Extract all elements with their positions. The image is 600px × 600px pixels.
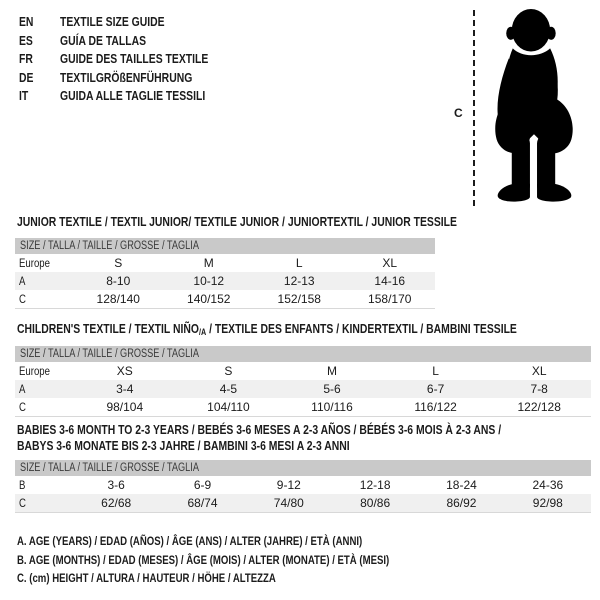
size-header-row: [15, 460, 591, 476]
size-cell: 92/98: [505, 494, 591, 512]
size-header-label: SIZE / TALLA / TAILLE / GRÖSSE / TAGLIA: [20, 462, 199, 474]
size-header-label: SIZE / TALLA / TAILLE / GRÖSSE / TAGLIA: [20, 348, 199, 360]
guide-title-es: GUÍA DE TALLAS: [60, 32, 147, 48]
language-code: FR: [19, 51, 33, 66]
size-cell: 140/152: [187, 291, 231, 306]
table-row: [15, 380, 591, 398]
size-cell: 122/128: [517, 399, 561, 414]
size-cell: 12-18: [359, 478, 391, 492]
row-label: A: [19, 382, 26, 396]
size-cell: 24-36: [532, 478, 564, 492]
guide-title-it: GUIDA ALLE TAGLIE TESSILI: [60, 88, 206, 103]
language-code: DE: [19, 69, 34, 85]
size-cell: 10-12: [164, 272, 255, 290]
children-table-title: [17, 321, 600, 337]
size-header-row: [15, 346, 591, 362]
guide-title-en: TEXTILE SIZE GUIDE: [60, 14, 165, 29]
junior-table-title: [17, 214, 567, 229]
size-header-row: [15, 238, 435, 254]
size-cell: 158/170: [368, 291, 412, 306]
size-cell: XL: [531, 364, 547, 378]
table-row: [15, 290, 435, 308]
size-cell: 152/158: [277, 291, 321, 306]
size-cell: 14-16: [345, 272, 436, 290]
babies-table-title-line2: BABYS 3-6 MONATE BIS 2-3 JAHRE / BAMBINI 3-6 MESI A 2-3 ANNI: [17, 437, 350, 453]
size-cell: XL: [382, 256, 398, 270]
size-cell: 3-6: [107, 478, 125, 492]
size-cell: 8-10: [73, 272, 164, 290]
footnotes: [17, 532, 482, 588]
size-cell: 5-6: [280, 380, 384, 398]
size-cell: 98/104: [106, 399, 144, 414]
size-cell: 18-24: [446, 478, 477, 492]
table-row: [15, 254, 435, 272]
junior-table-title-text: JUNIOR TEXTILE / TEXTIL JUNIOR/ TEXTILE JUNIOR / JUNIORTEXTIL / JUNIOR TESSILE: [17, 214, 457, 229]
footnote-c: C. (cm) HEIGHT / ALTURA / HAUTEUR / HÖHE / ALTEZZA: [17, 571, 276, 585]
size-cell: 104/110: [207, 399, 250, 414]
size-cell: 80/86: [332, 494, 418, 512]
table-row: [15, 362, 591, 380]
size-cell: 4-5: [177, 380, 281, 398]
size-cell: 7-8: [487, 380, 591, 398]
table-row: [15, 494, 591, 512]
size-cell: 12-13: [254, 272, 345, 290]
guide-title-fr: GUIDE DES TAILLES TEXTILE: [60, 51, 209, 66]
row-label: A: [19, 274, 26, 288]
size-cell: 128/140: [96, 291, 140, 306]
size-cell: 6-7: [384, 380, 488, 398]
size-cell: 86/92: [418, 494, 504, 512]
row-label: Europe: [19, 364, 50, 378]
table-row: [15, 398, 591, 416]
language-row-en: [19, 13, 245, 32]
size-cell: 74/80: [246, 494, 332, 512]
children-table-title-text: CHILDREN'S TEXTILE / TEXTIL NIÑO/A / TEXTILE DES ENFANTS / KINDERTEXTIL / BAMBINI TESSILE: [17, 321, 517, 337]
footnote-a: A. AGE (YEARS) / EDAD (AÑOS) / ÂGE (ANS) / ALTER (JAHRE) / ETÀ (ANNI): [17, 534, 363, 548]
babies-table-title: [17, 422, 600, 453]
row-label: B: [19, 478, 26, 492]
guide-title-de: TEXTILGRÖßENFÜHRUNG: [60, 69, 193, 85]
size-header-label: SIZE / TALLA / TAILLE / GRÖSSE / TAGLIA: [20, 240, 199, 252]
language-title-list: [19, 13, 245, 106]
babies-table-title-line1: BABIES 3-6 MONTH TO 2-3 YEARS / BEBÉS 3-6 MESES A 2-3 AÑOS / BÉBÉS 3-6 MOIS À 2-3 ANS /: [17, 422, 502, 437]
baby-silhouette-icon: [487, 6, 583, 208]
size-cell: M: [326, 364, 337, 378]
size-cell: 6-9: [193, 478, 212, 492]
size-cell: S: [224, 364, 233, 378]
row-label: C: [19, 495, 26, 510]
language-code: EN: [19, 14, 34, 29]
table-row: [15, 476, 591, 494]
size-cell: L: [295, 256, 303, 270]
row-label: C: [19, 399, 26, 414]
size-cell: 68/74: [159, 494, 245, 512]
size-cell: 9-12: [276, 478, 301, 492]
size-cell: 116/122: [414, 399, 457, 414]
language-row-de: [19, 69, 245, 88]
row-label: Europe: [19, 256, 50, 270]
language-code: IT: [19, 88, 29, 103]
children-size-table: [15, 346, 591, 417]
language-row-fr: [19, 50, 245, 69]
babies-size-table: [15, 460, 591, 513]
size-cell: XS: [116, 364, 133, 378]
size-cell: S: [114, 256, 123, 270]
language-row-es: [19, 32, 245, 51]
language-row-it: [19, 87, 245, 106]
table-row: [15, 272, 435, 290]
height-dashed-line: [473, 10, 475, 206]
footnote-b: B. AGE (MONTHS) / EDAD (MESES) / ÂGE (MOIS) / ALTER (MONATE) / ETÀ (MESI): [17, 552, 390, 567]
size-cell: 110/116: [311, 399, 353, 414]
language-code: ES: [19, 32, 33, 48]
height-marker-label: C: [454, 106, 463, 120]
junior-size-table: [15, 238, 435, 309]
row-label: C: [19, 291, 26, 306]
size-cell: 3-4: [73, 380, 177, 398]
size-cell: M: [203, 256, 214, 270]
size-cell: L: [432, 364, 439, 378]
size-cell: 62/68: [73, 494, 159, 512]
